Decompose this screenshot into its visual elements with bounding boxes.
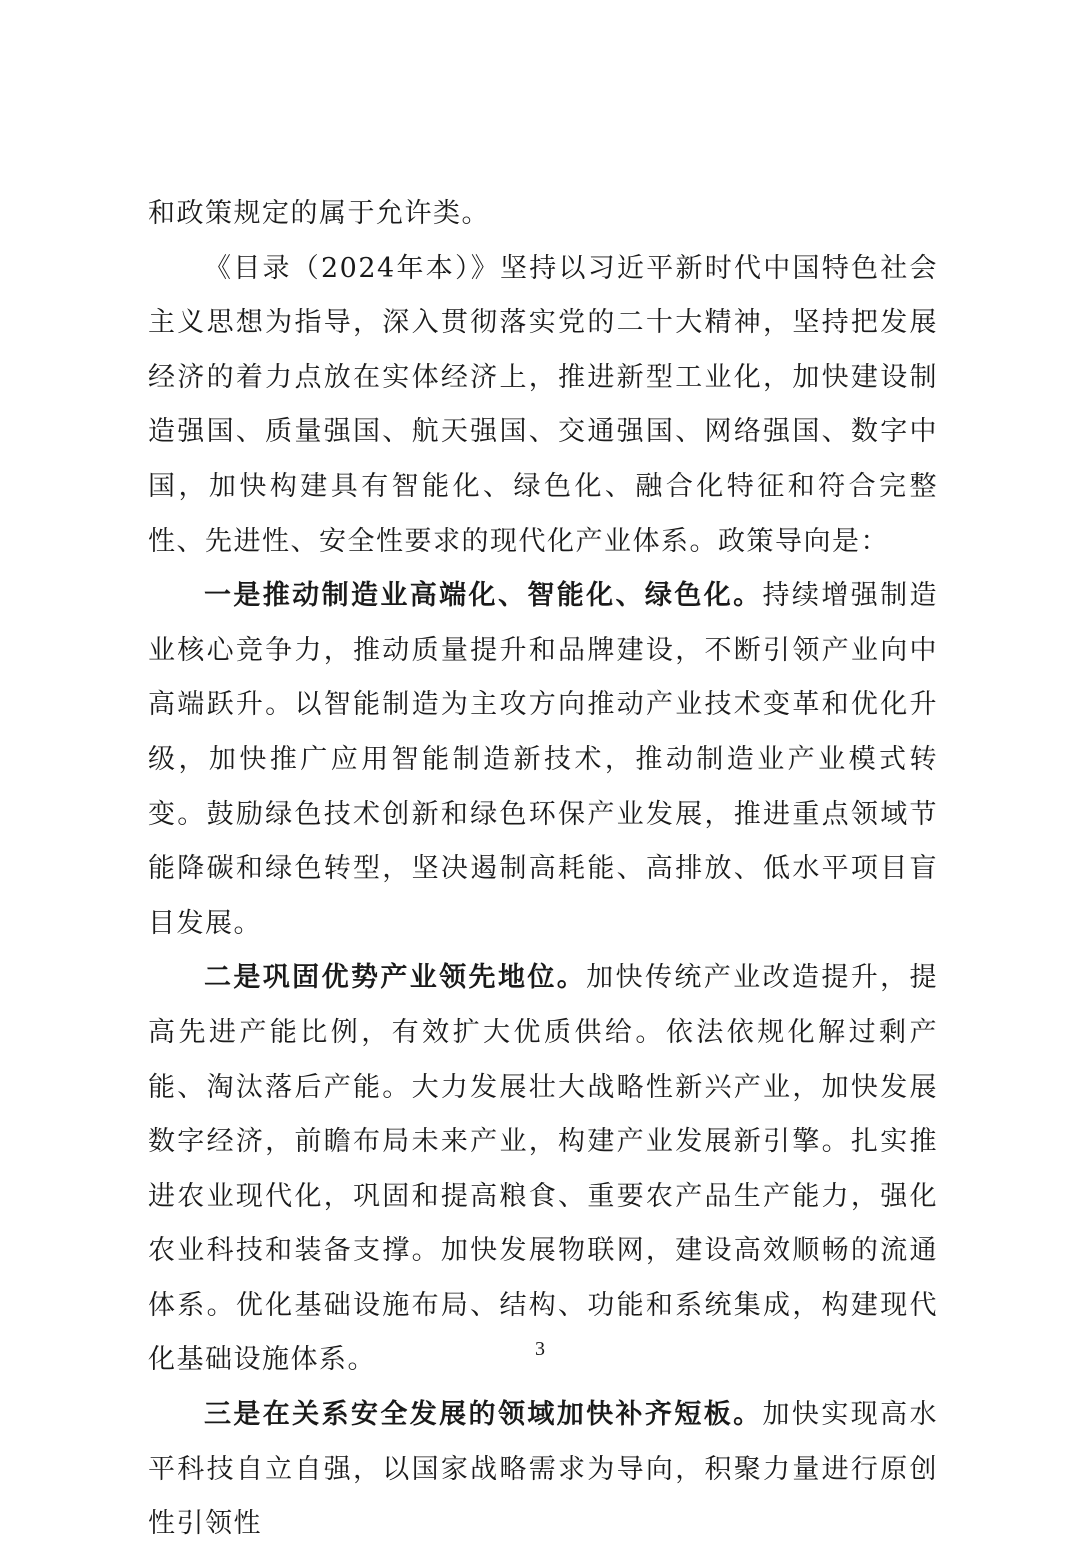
- paragraph-text: 和政策规定的属于允许类。: [148, 198, 490, 229]
- paragraph-policy-three: [148, 1388, 938, 1552]
- paragraph-text: 加快传统产业改造提升，提高先进产能比例，有效扩大优质供给。依法依规化解过剩产能、淘汰落后产能。大力发展壮大战略性新兴产业，加快发展数字经济，前瞻布局未来产业，构建产业发展新引擎。扎实推进农业现代化，巩固和提高粮食、重要农产品生产能力，强化农业科技和装备支撑。加快发展物联网，建设高效顺畅的流通体系。优化基础设施布局、结构、功能和系统集成，构建现代化基础设施体系。: [148, 962, 939, 1376]
- paragraph-text: 持续增强制造业核心竞争力，推动质量提升和品牌建设，不断引领产业向中高端跃升。以智能制造为主攻方向推动产业技术变革和优化升级，加快推广应用智能制造新技术，推动制造业产业模式转变。鼓励绿色技术创新和绿色环保产业发展，推进重点领域节能降碳和绿色转型，坚决遏制高耗能、高排放、低水平项目盲目发展。: [148, 580, 939, 939]
- page-number: 3: [535, 1338, 545, 1360]
- paragraph-text: 《目录（2024年本）》坚持以习近平新时代中国特色社会主义思想为指导，深入贯彻落实党的二十大精神，坚持把发展经济的着力点放在实体经济上，推进新型工业化，加快建设制造强国、质量强国、航天强国、交通强国、网络强国、数字中国，加快构建具有智能化、绿色化、融合化特征和符合完整性、先进性、安全性要求的现代化产业体系。政策导向是：: [148, 252, 938, 557]
- paragraph-lead: 二是巩固优势产业领先地位。: [204, 962, 587, 994]
- paragraph-text: 加快实现高水平科技自立自强，以国家战略需求为导向，积聚力量进行原创性引领性: [148, 1399, 939, 1540]
- paragraph-policy-two: [148, 951, 938, 1388]
- paragraph-policy-one: [148, 569, 938, 951]
- paragraph-lead: 三是在关系安全发展的领域加快补齐短板。: [204, 1399, 763, 1431]
- paragraph-catalog-intro: [148, 242, 938, 570]
- paragraph-lead: 一是推动制造业高端化、智能化、绿色化。: [204, 580, 763, 612]
- paragraph-continuation: [148, 187, 938, 242]
